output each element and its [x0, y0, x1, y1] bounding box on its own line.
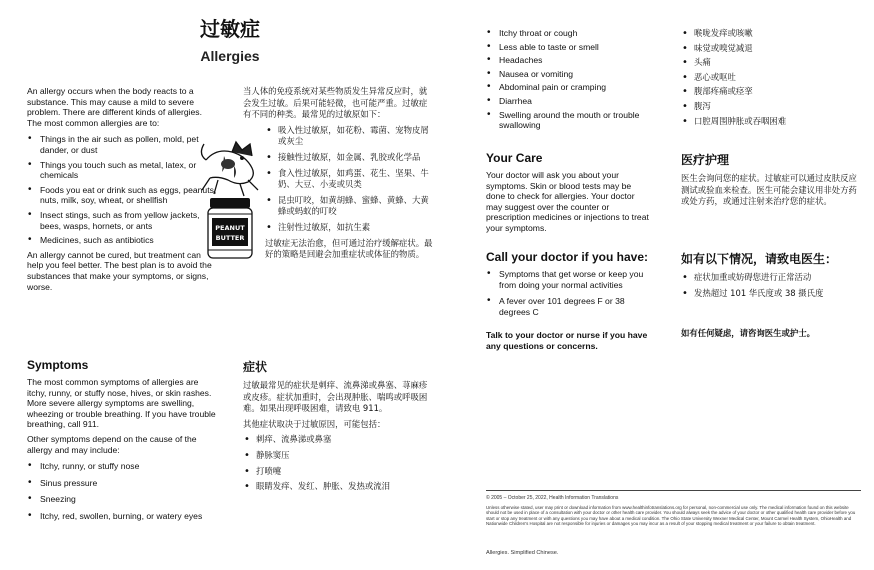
list-item: • Medicines, such as antibiotics	[27, 235, 217, 246]
title-chinese: 过敏症	[200, 17, 260, 41]
list-item: • Foods you eat or drink such as eggs, peanuts, nuts, milk, soy, wheat, or shellfish	[27, 185, 217, 206]
intro-paragraph-zh: 当人体的免疫系统对某些物质发生异常反应时，就会发生过敏。后果可能轻微，也可能严重。过敏症有不同的种类。最常见的过敏原如下：	[243, 86, 428, 120]
care-paragraph-zh: 医生会询问您的症状。过敏症可以通过皮肤反应测试或验血来检查。医生可能会建议用非处方药或处方药，或通过注射来治疗您的症状。	[681, 173, 857, 207]
call-doctor-list-zh	[681, 272, 861, 299]
jar-label-line1: PEANUT	[215, 224, 245, 232]
list-item: • Sneezing	[27, 494, 217, 505]
call-doctor-list	[486, 269, 656, 317]
symptoms-chinese-section	[243, 358, 433, 497]
footer-divider	[486, 490, 861, 491]
symptoms-list-zh	[243, 434, 433, 492]
care-heading: Your Care	[486, 151, 543, 165]
list-item: • Diarrhea	[486, 96, 651, 107]
list-item: • 吸入性过敏原，如花粉、霉菌、宠物皮屑或灰尘	[265, 125, 433, 148]
more-symptoms-english	[486, 28, 651, 134]
symptoms-heading: Symptoms	[27, 358, 89, 372]
list-item: • 打喷嚏	[243, 466, 433, 478]
list-item: • 腹部疼痛或痉挛	[681, 86, 861, 98]
more-symptoms-list	[486, 28, 651, 131]
more-symptoms-chinese	[681, 28, 861, 130]
list-item: • 眼睛发痒、发红、肿胀、发热或流泪	[243, 481, 433, 493]
list-item: • 症状加重或妨碍您进行正常活动	[681, 272, 861, 284]
list-item: • 喉咙发痒或咳嗽	[681, 28, 861, 40]
footer-document-name: Allergies. Simplified Chinese.	[486, 550, 559, 556]
list-item: • Nausea or vomiting	[486, 69, 651, 80]
causes-list	[27, 134, 217, 245]
cure-paragraph-zh: 过敏症无法治愈，但可通过治疗缓解症状。最好的策略是回避会加重症状或体征的物质。	[265, 237, 433, 260]
list-item: • 刺痒、流鼻涕或鼻塞	[243, 434, 433, 446]
call-doctor-heading-zh: 如有以下情况，请致电医生：	[681, 252, 838, 266]
list-item: • 食入性过敏原，如鸡蛋、花生、坚果、牛奶、大豆、小麦或贝类	[265, 168, 433, 191]
list-item: • 注射性过敏原，如抗生素	[265, 222, 433, 234]
cat-and-peanut-butter-illustration	[198, 134, 278, 264]
cure-paragraph: An allergy cannot be cured, but treatment can help you feel better. The best plan is to avoid the substances that make your symptoms, or signs, worse.	[27, 249, 212, 292]
footer-disclaimer: Unless otherwise stated, user may print or download information from www.healthinfotranslations.org for personal, non-commercial use only. The medical information found on this website should not be used in place of a consultation with your doctor or other health care provider. You should always seek the advice of your doctor or other qualified health care provider before you start or stop any treatment or with any questions you may have about a medical condition. The Ohio State University Wexner Medical Center, Mount Carmel Health System, OhioHealth and Nationwide Children's Hospital are not responsible for injuries or damages you may incur as a result of your stopping medical treatment or your failure to obtain treatment.	[486, 504, 856, 527]
list-item: • Swelling around the mouth or trouble swallowing	[486, 110, 651, 131]
care-english-section	[486, 151, 651, 234]
right-page	[437, 0, 874, 570]
symptoms-english-section	[27, 358, 217, 526]
symptoms-list	[27, 461, 217, 521]
footer	[486, 496, 861, 527]
list-item: • 昆虫叮咬，如黄胡蜂、蜜蜂、黄蜂、大黄蜂或蚂蚁的叮咬	[265, 195, 433, 218]
list-item: • Insect stings, such as from yellow jackets, bees, wasps, hornets, or ants	[27, 210, 217, 231]
list-item: • Itchy throat or cough	[486, 28, 651, 39]
list-item: • 静脉窦压	[243, 450, 433, 462]
list-item: • Less able to taste or smell	[486, 42, 651, 53]
symptoms-paragraph: The most common symptoms of allergies are itchy, runny, or stuffy nose, hives, or skin rashes. More severe allergy symptoms are swelling, wheezing or trouble breathing. If you have trouble breathing, call 911.	[27, 377, 216, 430]
symptoms-depend-paragraph: Other symptoms depend on the cause of the allergy and may include:	[27, 433, 197, 455]
list-item: • Symptoms that get worse or keep you from doing your normal activities	[486, 269, 656, 290]
call-doctor-chinese-section	[681, 250, 861, 303]
call-doctor-heading: Call your doctor if you have:	[486, 250, 649, 264]
symptoms-heading-zh: 症状	[243, 360, 268, 374]
list-item: • Things in the air such as pollen, mold, pet dander, or dust	[27, 134, 217, 155]
call-doctor-english-section	[486, 250, 656, 321]
questions-english: Talk to your doctor or nurse if you have any questions or concerns.	[486, 330, 648, 351]
list-item: • A fever over 101 degrees F or 38 degrees C	[486, 296, 656, 317]
causes-list-zh	[265, 125, 433, 234]
cat-icon	[201, 142, 258, 196]
list-item: • 接触性过敏原，如金属、乳胶或化学品	[265, 152, 433, 164]
list-item: • Abdominal pain or cramping	[486, 82, 651, 93]
list-item: • 头痛	[681, 57, 861, 69]
footer-copyright: © 2005 – October 25, 2022, Health Information Translations	[486, 495, 619, 501]
list-item: • 腹泻	[681, 101, 861, 113]
care-heading-zh: 医疗护理	[681, 153, 730, 167]
more-symptoms-list-zh	[681, 28, 861, 127]
care-paragraph: Your doctor will ask you about your symptoms. Skin or blood tests may be done to check for allergies. Your doctor may suggest over the counter or prescription medicines or injections to treat your symptoms.	[486, 170, 649, 233]
list-item: • 口腔周围肿胀或吞咽困难	[681, 116, 861, 128]
questions-chinese: 如有任何疑虑，请咨询医生或护士。	[681, 328, 815, 338]
list-item: • Sinus pressure	[27, 478, 217, 489]
intro-paragraph: An allergy occurs when the body reacts to a substance. This may cause a mild to severe problem. There are different kinds of allergies. The most common allergies are to:	[27, 86, 202, 128]
symptoms-paragraph-zh: 过敏最常见的症状是刺痒、流鼻涕或鼻塞、荨麻疹或皮疹。症状加重时，会出现肿胀、喘鸣或呼吸困难。如果出现呼吸困难，请致电 911。	[243, 380, 428, 414]
intro-english-column	[27, 86, 217, 292]
list-item: • Itchy, runny, or stuffy nose	[27, 461, 217, 472]
list-item: • Headaches	[486, 55, 651, 66]
list-item: • 味觉或嗅觉减退	[681, 43, 861, 55]
list-item: • Itchy, red, swollen, burning, or watery eyes	[27, 511, 217, 522]
list-item: • 发热超过 101 华氏度或 38 摄氏度	[681, 288, 861, 300]
symptoms-depend-paragraph-zh: 其他症状取决于过敏原因，可能包括：	[243, 418, 386, 429]
care-chinese-section	[681, 151, 861, 208]
list-item: • Things you touch such as metal, latex, or chemicals	[27, 160, 217, 181]
title-english: Allergies	[200, 48, 260, 64]
jar-label-line2: BUTTER	[215, 234, 245, 242]
list-item: • 恶心或呕吐	[681, 72, 861, 84]
